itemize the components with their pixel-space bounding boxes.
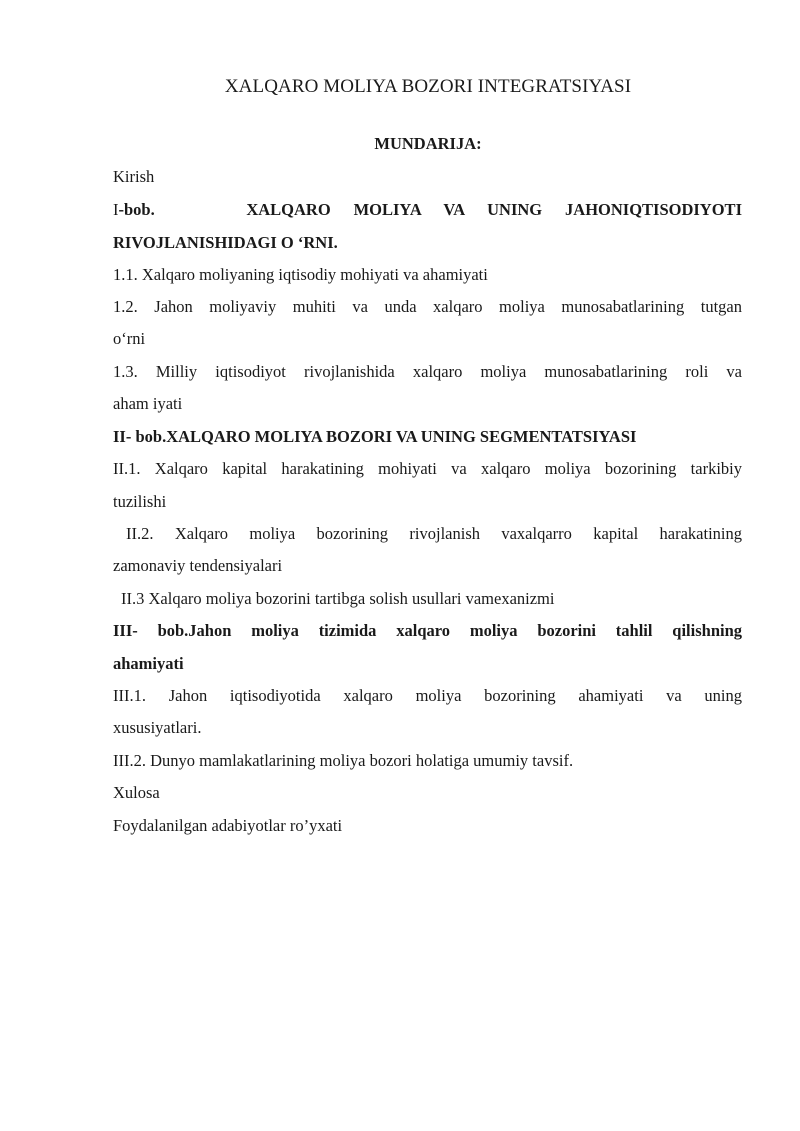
toc-item-3-1-line2: xususiyatlari.: [113, 718, 202, 737]
toc-item-2-1-line2: tuzilishi: [113, 492, 167, 511]
chapter1-title-line2: RIVOJLANISHIDAGI O ‘RNI.: [113, 233, 338, 252]
chapter3-title-line1: III- bob.Jahon moliya tizimida xalqaro moliya bozorini tahlil qilishning: [113, 621, 742, 640]
chapter1-title: XALQARO MOLIYA VA UNING JAHONIQTISODIYOTI: [246, 200, 742, 219]
toc-item-2-2-line2: zamonaviy tendensiyalari: [113, 556, 283, 575]
toc-heading: MUNDARIJA:: [374, 134, 482, 153]
chapter3-title-line2: ahamiyati: [113, 654, 184, 673]
chapter2-title: [113, 427, 742, 447]
chapter2-title-text: XALQARO MOLIYA BOZORI VA UNING SEGMENTATSIYASI: [166, 427, 637, 446]
toc-item-2-3: II.3 Xalqaro moliya bozorini tartibga solish usullari vamexanizmi: [121, 589, 555, 608]
toc-item-2-1-line1: II.1. Xalqaro kapital harakatining mohiyati va xalqaro moliya bozorining tarkibiy: [113, 459, 742, 478]
chapter1-label: -bob.: [118, 200, 155, 219]
toc-item-3-2: III.2. Dunyo mamlakatlarining moliya bozori holatiga umumiy tavsif.: [113, 751, 574, 770]
toc-item-2-2-line1: II.2. Xalqaro moliya bozorining rivojlanish vaxalqarro kapital harakatining: [126, 524, 742, 543]
toc-item-1-2-line2: o‘rni: [113, 329, 146, 348]
toc-item-1-3-line1: 1.3. Milliy iqtisodiyot rivojlanishida xalqaro moliya munosabatlarining roli va: [113, 362, 742, 381]
toc-item-1-2-line1: 1.2. Jahon moliyaviy muhiti va unda xalqaro moliya munosabatlarining tutgan: [113, 297, 742, 316]
toc-item-1-3-line2: aham iyati: [113, 394, 183, 413]
toc-references: Foydalanilgan adabiyotlar ro’yxati: [113, 816, 343, 835]
chapter2-label: II- bob.: [113, 427, 167, 446]
toc-item-1-1: 1.1. Xalqaro moliyaning iqtisodiy mohiyati va ahamiyati: [113, 265, 488, 284]
chapter1-title-line1: [113, 200, 742, 220]
toc-conclusion: Xulosa: [113, 783, 160, 802]
toc-item-3-1-line1: III.1. Jahon iqtisodiyotida xalqaro moliya bozorining ahamiyati va uning: [113, 686, 742, 705]
document-title: XALQARO MOLIYA BOZORI INTEGRATSIYASI: [224, 76, 632, 97]
chapter1-prefix: I: [113, 200, 119, 219]
toc-intro: Kirish: [113, 167, 155, 186]
